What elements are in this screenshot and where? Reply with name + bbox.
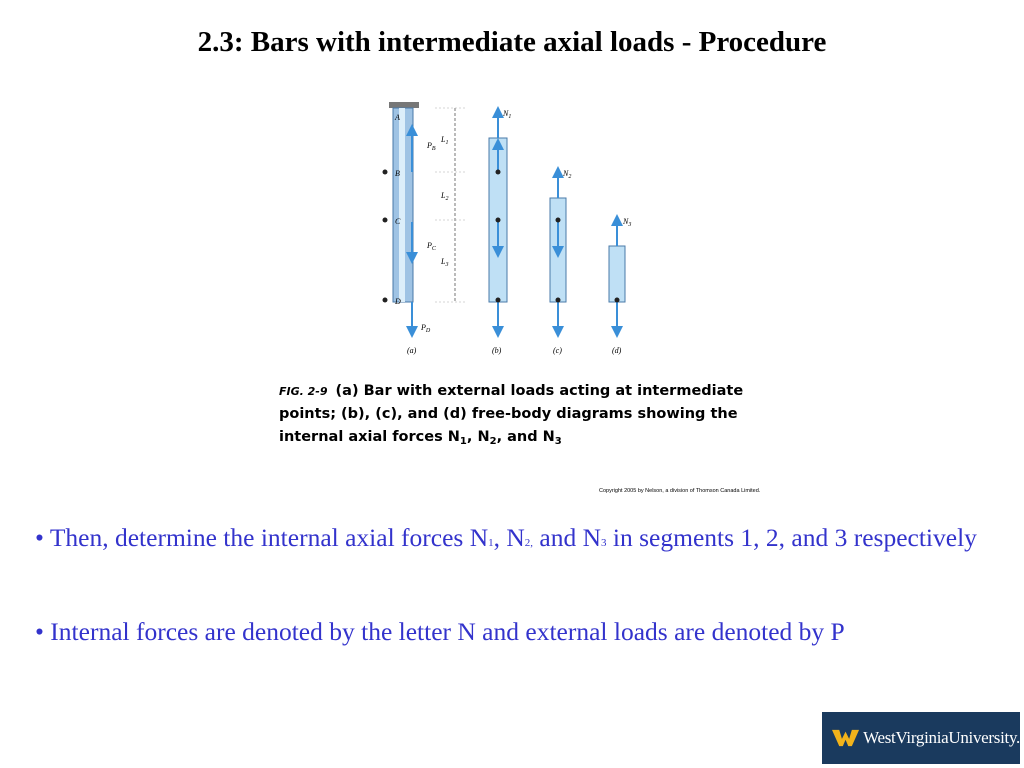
load-pc-label: $P_C$ bbox=[427, 241, 436, 252]
bar-a bbox=[393, 108, 413, 302]
copyright-notice: Copyright 2005 by Nelson, a division of Thomson Canada Limited. bbox=[599, 488, 761, 494]
bar-d bbox=[609, 220, 625, 332]
force-n1-label: $N_1$ bbox=[503, 109, 512, 120]
label-a: A bbox=[395, 113, 400, 122]
wvu-flying-wv-icon bbox=[832, 727, 859, 749]
bullet-notation: • Internal forces are denoted by the letter N and external loads are denoted by P bbox=[35, 617, 845, 646]
panel-label-d: (d) bbox=[612, 346, 622, 355]
label-d: D bbox=[395, 297, 401, 306]
bullet-internal-forces: • Then, determine the internal axial forces N1, N2, and N3 in segments 1, 2, and 3 respectively bbox=[35, 523, 977, 552]
figure-caption: FIG. 2-9 (a) Bar with external loads acting at intermediate points; (b), (c), and (d) free-body diagrams showing the internal axial forces $N_1$, $N_2$, and $N_3$ bbox=[279, 383, 744, 447]
figure-free-body-diagrams bbox=[375, 100, 645, 362]
length-l2-label: $L_2$ bbox=[441, 191, 449, 202]
bar-b bbox=[489, 112, 507, 332]
dimension-lines bbox=[435, 108, 467, 302]
label-c: C bbox=[395, 217, 401, 226]
panel-label-c: (c) bbox=[553, 346, 562, 355]
force-n2-label: $N_2$ bbox=[563, 169, 572, 180]
point-c bbox=[383, 218, 388, 223]
load-pd-label: $P_D$ bbox=[421, 323, 431, 334]
wvu-logo-text: WestVirginiaUniversity. bbox=[863, 728, 1020, 747]
panel-label-a: (a) bbox=[407, 346, 417, 355]
length-l3-label: $L_3$ bbox=[441, 257, 449, 268]
load-pb-label: $P_B$ bbox=[427, 141, 436, 152]
force-n3-label: $N_3$ bbox=[623, 217, 632, 228]
slide-title: 2.3: Bars with intermediate axial loads - Procedure bbox=[197, 26, 827, 58]
point-b bbox=[383, 170, 388, 175]
support-hatch bbox=[389, 102, 419, 108]
figure-label: FIG. 2-9 bbox=[279, 385, 328, 398]
bar-c bbox=[550, 172, 566, 332]
panel-label-b: (b) bbox=[492, 346, 502, 355]
length-l1-label: $L_1$ bbox=[441, 135, 449, 146]
wvu-logo bbox=[822, 712, 1020, 764]
point-d bbox=[383, 298, 388, 303]
label-b: B bbox=[395, 169, 400, 178]
